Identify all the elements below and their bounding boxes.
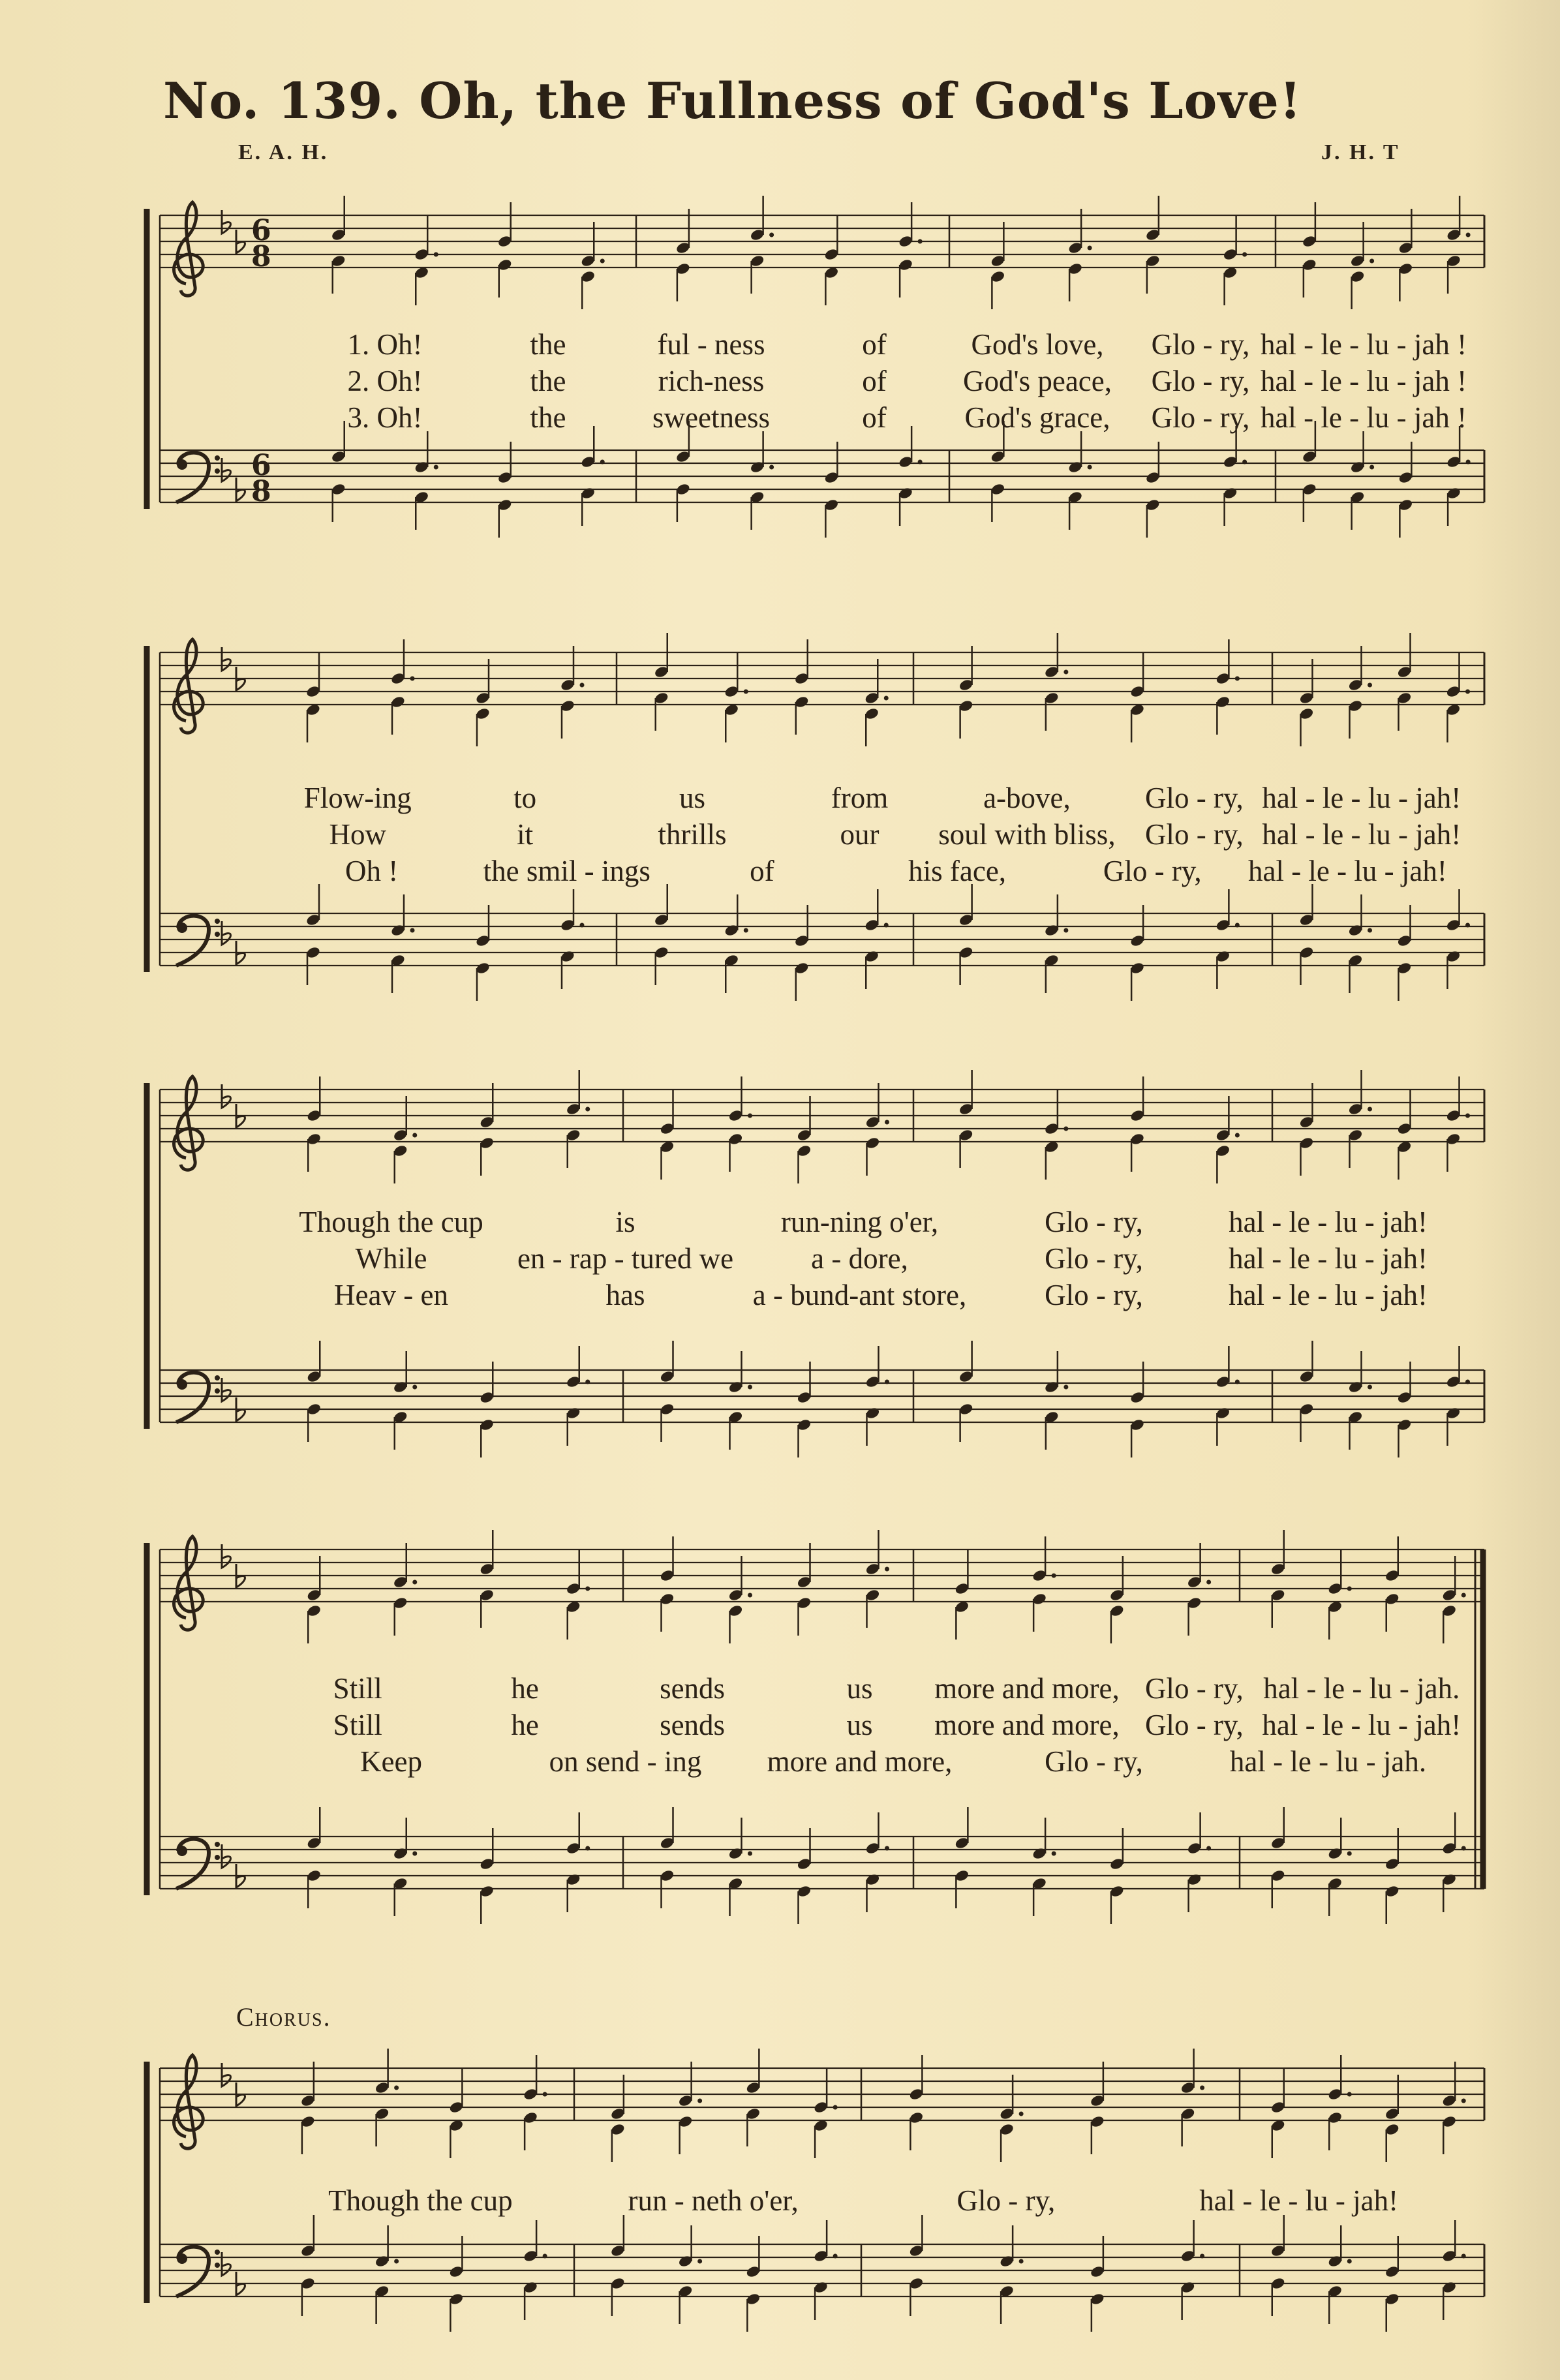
lyric-line (0, 853, 1560, 889)
augmentation-dot (885, 1567, 889, 1572)
lyric-syllable-group: 3. Oh! (347, 401, 423, 434)
augmentation-dot (585, 1846, 590, 1851)
augmentation-dot (1465, 690, 1470, 694)
lyric-line (0, 1670, 1560, 1707)
augmentation-dot (697, 2259, 702, 2264)
lyric-syllable-group: 2. Oh! (347, 365, 423, 397)
lyric-syllable-group: has (605, 1279, 645, 1311)
lyric-syllable-group: more and more, (934, 1709, 1120, 1741)
augmentation-dot (833, 2105, 838, 2110)
lyric-syllable-group: he (511, 1709, 539, 1741)
augmentation-dot (1461, 2099, 1466, 2103)
time-signature-6: 6 (251, 449, 271, 482)
augmentation-dot (1466, 460, 1471, 465)
lyric-line (0, 399, 1560, 436)
chorus-label: Chorus. (236, 2002, 331, 2032)
lyric-syllable-group: hal - le - lu - jah! (1229, 1242, 1428, 1275)
augmentation-dot (833, 2254, 838, 2259)
lyric-syllable-group: sends (660, 1709, 726, 1741)
augmentation-dot (1461, 1846, 1466, 1851)
bass-clef (176, 453, 220, 502)
lyric-syllable-group: of (862, 328, 887, 361)
augmentation-dot (1465, 1114, 1470, 1118)
augmentation-dot (748, 1385, 752, 1390)
bass-clef (176, 916, 220, 966)
flat-sign (222, 2252, 231, 2276)
lyric-line (0, 780, 1560, 816)
augmentation-dot (769, 233, 774, 237)
augmentation-dot (543, 2254, 547, 2259)
augmentation-dot (744, 928, 748, 933)
lyric-line (0, 816, 1560, 853)
lyric-syllable-group: Glo - ry, (1045, 1242, 1143, 1275)
augmentation-dot (1063, 1127, 1068, 1131)
lyric-syllable-group: Heav - en (334, 1279, 448, 1311)
augmentation-dot (1063, 1385, 1068, 1390)
augmentation-dot (1052, 1852, 1056, 1856)
lyric-syllable-group: How (329, 818, 386, 851)
lyric-syllable-group: God's peace, (962, 365, 1112, 397)
lyric-line (0, 326, 1560, 363)
augmentation-dot (748, 1852, 752, 1856)
lyric-syllable-group: to (513, 782, 537, 814)
augmentation-dot (1465, 1380, 1470, 1384)
time-signature-6: 6 (251, 214, 271, 247)
lyric-syllable-group: hal - le - lu - jah! (1262, 1709, 1461, 1741)
treble-clef (174, 1536, 203, 1630)
augmentation-dot (1063, 928, 1068, 933)
lyric-syllable-group: it (517, 818, 534, 851)
augmentation-dot (580, 923, 585, 928)
lyric-syllable-group: Glo - ry, (1045, 1279, 1143, 1311)
lyric-syllable-group: Glo - ry, (1144, 1672, 1244, 1705)
augmentation-dot (1206, 1846, 1211, 1851)
lyric-syllable-group: en - rap - tured we (517, 1242, 734, 1275)
lyric-syllable-group: he (511, 1672, 539, 1705)
lyric-syllable-group: of (750, 855, 774, 887)
lyric-syllable-group: God's grace, (964, 401, 1110, 434)
augmentation-dot (918, 239, 923, 244)
lyric-line (0, 1743, 1560, 1780)
lyric-line (0, 1707, 1560, 1743)
lyric-syllable-group: Glo - ry, (1144, 818, 1244, 851)
lyric-line (0, 2182, 1560, 2219)
augmentation-dot (1052, 1574, 1056, 1578)
flat-sign (222, 647, 231, 671)
augmentation-dot (1347, 2259, 1352, 2264)
lyric-syllable-group: the (530, 328, 566, 361)
augmentation-dot (585, 1380, 590, 1384)
lyric-syllable-group: Though the cup (299, 1206, 483, 1238)
augmentation-dot (412, 1580, 417, 1585)
augmentation-dot (1347, 1852, 1352, 1856)
lyric-syllable-group: our (840, 818, 879, 851)
lyric-syllable-group: thrills (658, 818, 727, 851)
lyric-syllable-group: us (846, 1709, 873, 1741)
augmentation-dot (1019, 2259, 1024, 2264)
augmentation-dot (585, 1587, 590, 1591)
words-credit: E. A. H. (238, 140, 329, 164)
lyric-syllable-group: hal - le - lu - jah! (1199, 2184, 1399, 2217)
augmentation-dot (1466, 233, 1471, 237)
augmentation-dot (1235, 1133, 1240, 1138)
augmentation-dot (1200, 2086, 1204, 2090)
lyric-syllable-group: sends (660, 1672, 726, 1705)
treble-clef (174, 2055, 203, 2148)
augmentation-dot (1242, 252, 1247, 257)
flat-sign (222, 1544, 231, 1568)
augmentation-dot (1235, 677, 1240, 681)
lyric-syllable-group: run - neth o'er, (628, 2184, 799, 2217)
augmentation-dot (580, 683, 585, 688)
lyric-line (0, 1240, 1560, 1277)
lyric-syllable-group: hal - le - lu - jah! (1262, 782, 1461, 814)
flat-sign (222, 210, 231, 234)
augmentation-dot (697, 2099, 702, 2103)
lyric-syllable-group: Glo - ry, (1144, 1709, 1244, 1741)
lyric-syllable-group: hal - le - lu - jah! (1247, 855, 1447, 887)
augmentation-dot (600, 460, 605, 465)
augmentation-dot (543, 2092, 547, 2097)
lyric-syllable-group: hal - le - lu - jah! (1229, 1279, 1428, 1311)
augmentation-dot (394, 2086, 399, 2090)
treble-clef (174, 1076, 203, 1170)
lyric-syllable-group: run-ning o'er, (780, 1206, 939, 1238)
augmentation-dot (1461, 1593, 1466, 1598)
lyric-syllable-group: Glo - ry, (1151, 328, 1250, 361)
treble-clef (174, 202, 203, 296)
lyric-syllable-group: soul with bliss, (938, 818, 1116, 851)
lyric-syllable-group: the (530, 365, 566, 397)
music-credit: J. H. T (1321, 140, 1400, 164)
lyric-syllable-group: is (615, 1206, 635, 1238)
augmentation-dot (884, 696, 889, 701)
bass-clef (176, 1373, 220, 1422)
augmentation-dot (600, 259, 605, 264)
lyric-syllable-group: hal - le - lu - jah! (1262, 818, 1461, 851)
bass-clef (176, 2247, 220, 2296)
flat-sign (222, 1844, 231, 1868)
augmentation-dot (434, 465, 438, 470)
lyric-syllable-group: us (846, 1672, 873, 1705)
augmentation-dot (1461, 2254, 1466, 2259)
augmentation-dot (1235, 923, 1240, 928)
augmentation-dot (412, 1852, 417, 1856)
augmentation-dot (885, 1120, 889, 1125)
lyric-syllable-group: a - dore, (811, 1242, 908, 1275)
lyric-syllable-group: more and more, (934, 1672, 1120, 1705)
augmentation-dot (1369, 465, 1374, 470)
augmentation-dot (748, 1593, 752, 1598)
augmentation-dot (1206, 1580, 1211, 1585)
lyric-syllable-group: Glo - ry, (1151, 401, 1250, 434)
lyric-syllable-group: hal - le - lu - jah ! (1260, 328, 1467, 361)
augmentation-dot (885, 1380, 889, 1384)
lyric-syllable-group: us (679, 782, 706, 814)
bass-clef (176, 1839, 220, 1889)
lyric-syllable-group: hal - le - lu - jah. (1263, 1672, 1460, 1705)
lyric-syllable-group: hal - le - lu - jah ! (1260, 365, 1467, 397)
augmentation-dot (748, 1114, 752, 1118)
lyric-syllable-group: Still (333, 1672, 382, 1705)
lyric-syllable-group: rich-ness (658, 365, 765, 397)
lyric-syllable-group: Flow-ing (303, 782, 412, 814)
lyric-syllable-group: of (862, 401, 887, 434)
lyric-syllable-group: Glo - ry, (956, 2184, 1056, 2217)
augmentation-dot (884, 923, 889, 928)
augmentation-dot (1368, 928, 1372, 933)
augmentation-dot (410, 677, 415, 681)
lyric-syllable-group: sweetness (652, 401, 770, 434)
lyric-syllable-group: a-bove, (983, 782, 1071, 814)
augmentation-dot (1200, 2254, 1204, 2259)
augmentation-dot (744, 690, 748, 694)
lyric-syllable-group: hal - le - lu - jah! (1229, 1206, 1428, 1238)
lyric-syllable-group: While (355, 1242, 427, 1275)
lyric-syllable-group: Glo - ry, (1144, 782, 1244, 814)
lyric-syllable-group: a - bund-ant store, (752, 1279, 967, 1311)
lyric-syllable-group: the smil - ings (483, 855, 650, 887)
lyric-line (0, 1204, 1560, 1240)
augmentation-dot (412, 1385, 417, 1390)
augmentation-dot (1347, 1587, 1352, 1591)
lyric-syllable-group: Glo - ry, (1151, 365, 1250, 397)
treble-clef (174, 639, 203, 733)
augmentation-dot (410, 928, 415, 933)
flat-sign (222, 1378, 231, 1401)
lyric-syllable-group: hal - le - lu - jah ! (1260, 401, 1467, 434)
augmentation-dot (918, 460, 923, 465)
lyric-line (0, 363, 1560, 399)
time-signature-8: 8 (251, 240, 271, 273)
time-signature-8: 8 (251, 475, 271, 508)
lyric-syllable-group: Still (333, 1709, 382, 1741)
lyric-syllable-group: Keep (360, 1745, 422, 1778)
lyric-syllable-group: hal - le - lu - jah. (1229, 1745, 1427, 1778)
augmentation-dot (412, 1133, 417, 1138)
augmentation-dot (1019, 2112, 1024, 2116)
lyric-syllable-group: his face, (908, 855, 1007, 887)
augmentation-dot (1063, 670, 1068, 675)
flat-sign (222, 921, 231, 945)
lyric-syllable-group: from (831, 782, 889, 814)
lyric-syllable-group: Glo - ry, (1045, 1206, 1143, 1238)
lyric-line (0, 1277, 1560, 1313)
augmentation-dot (1369, 259, 1374, 264)
flat-sign (222, 2063, 231, 2086)
augmentation-dot (585, 1107, 590, 1112)
augmentation-dot (1347, 2092, 1352, 2097)
lyric-syllable-group: the (530, 401, 566, 434)
lyric-syllable-group: Glo - ry, (1103, 855, 1202, 887)
augmentation-dot (394, 2259, 399, 2264)
augmentation-dot (1368, 683, 1372, 688)
lyric-syllable-group: ful - ness (657, 328, 765, 361)
lyric-syllable-group: of (862, 365, 887, 397)
hymn-title: No. 139. Oh, the Fullness of God's Love! (163, 72, 1302, 130)
augmentation-dot (1242, 460, 1247, 465)
augmentation-dot (1368, 1107, 1372, 1112)
lyric-syllable-group: Oh ! (344, 855, 399, 887)
lyric-syllable-group: God's love, (971, 328, 1104, 361)
augmentation-dot (885, 1846, 889, 1851)
augmentation-dot (1088, 465, 1092, 470)
augmentation-dot (769, 465, 774, 470)
lyric-syllable-group: more and more, (767, 1745, 953, 1778)
lyric-syllable-group: on send - ing (549, 1745, 702, 1778)
augmentation-dot (1465, 923, 1470, 928)
augmentation-dot (1235, 1380, 1240, 1384)
flat-sign (222, 458, 231, 481)
flat-sign (222, 1084, 231, 1108)
lyric-syllable-group: Though the cup (328, 2184, 513, 2217)
lyric-syllable-group: Glo - ry, (1045, 1745, 1143, 1778)
lyric-syllable-group: 1. Oh! (347, 328, 423, 361)
augmentation-dot (1368, 1385, 1372, 1390)
augmentation-dot (434, 252, 438, 257)
augmentation-dot (1088, 246, 1092, 251)
